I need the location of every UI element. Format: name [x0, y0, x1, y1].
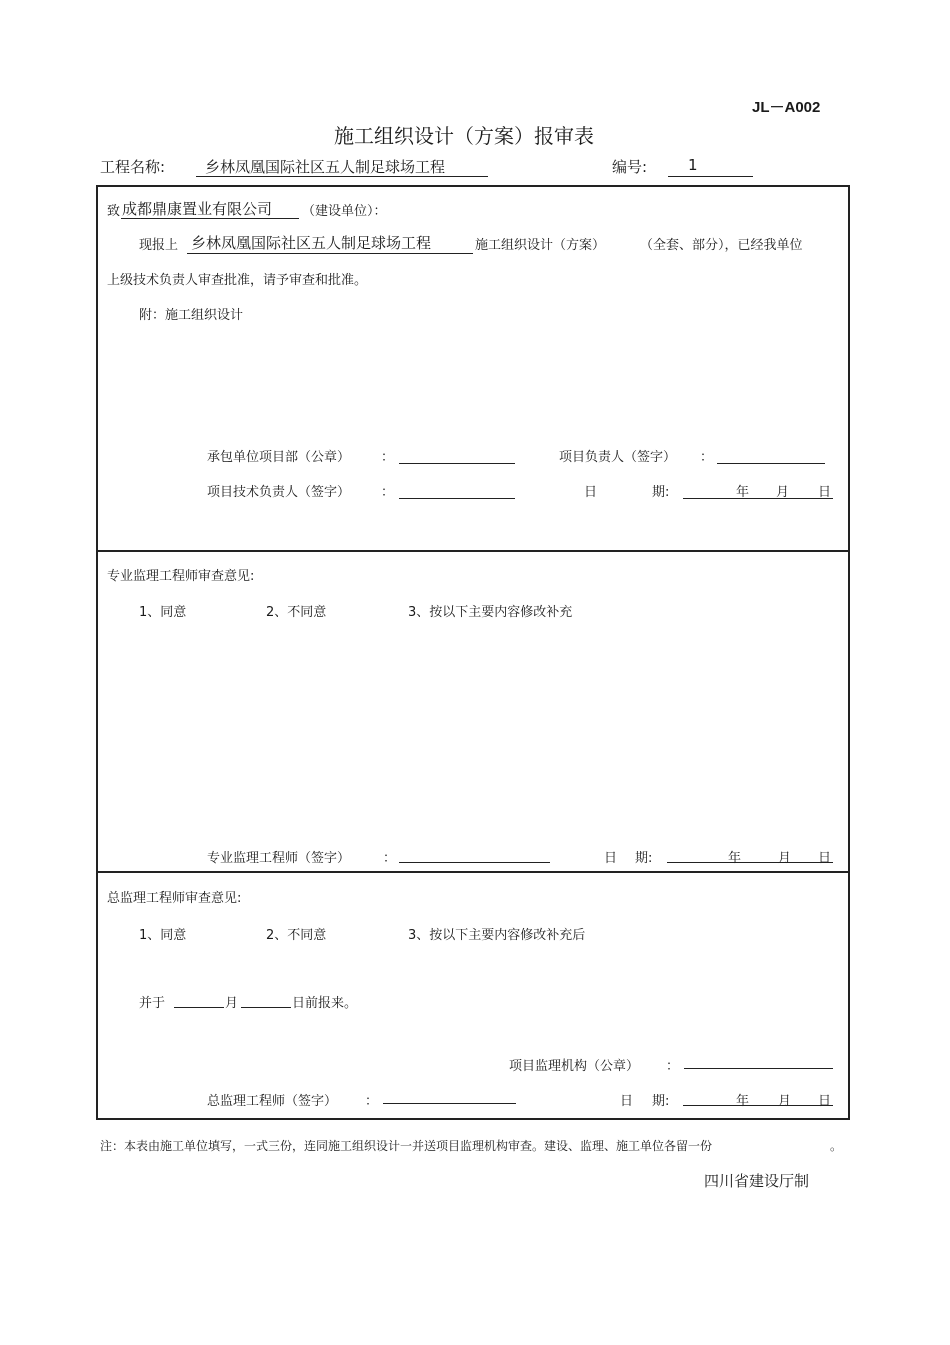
option-disagree: 2、不同意	[266, 928, 327, 943]
supervision-seal-line	[684, 1068, 833, 1069]
date-year: 年	[736, 1094, 750, 1109]
date-month: 月	[776, 485, 790, 500]
form-title: 施工组织设计（方案）报审表	[334, 124, 594, 148]
form-frame	[96, 185, 850, 1120]
submit-doc-type: 施工组织设计（方案）	[475, 238, 606, 253]
form-code: JL－A002	[752, 99, 821, 116]
deadline-day-line	[241, 1007, 291, 1008]
submit-line2: 上级技术负责人审查批准，请予审查和批准。	[107, 273, 368, 288]
deadline-suffix: 日前报来。	[292, 996, 358, 1011]
chief-review-heading: 总监理工程师审查意见:	[107, 891, 242, 906]
option-agree: 1、同意	[139, 605, 187, 620]
number-label: 编号:	[612, 158, 648, 176]
option-revise: 3、按以下主要内容修改补充	[408, 605, 573, 620]
submit-prefix: 现报上	[139, 238, 179, 253]
date-year: 年	[736, 485, 750, 500]
contractor-seal-label: 承包单位项目部（公章）	[207, 450, 351, 465]
colon: ：	[383, 851, 397, 866]
deadline-month: 月	[225, 996, 239, 1011]
to-prefix: 致	[107, 204, 121, 219]
issuer-label: 四川省建设厅制	[704, 1172, 810, 1190]
deadline-prefix: 并于	[139, 996, 166, 1011]
date-year: 年	[728, 851, 742, 866]
client-suffix: （建设单位）：	[302, 204, 387, 219]
date-month: 月	[778, 1094, 792, 1109]
option-agree: 1、同意	[139, 928, 187, 943]
submit-project: 乡林凤凰国际社区五人制足球场工程	[191, 234, 432, 252]
deadline-month-line	[174, 1007, 224, 1008]
colon: ：	[365, 1094, 379, 1109]
tech-lead-label: 项目技术负责人（签字）	[207, 485, 351, 500]
date-label-qi: 期:	[635, 851, 653, 866]
project-name-label: 工程名称:	[100, 158, 166, 176]
colon: ：	[700, 450, 714, 465]
contractor-seal-line	[399, 463, 515, 464]
option-disagree: 2、不同意	[266, 605, 327, 620]
submit-project-underline	[187, 253, 473, 254]
date-day: 日	[818, 485, 832, 500]
engineer-review-heading: 专业监理工程师审查意见:	[107, 569, 255, 584]
number-underline	[668, 176, 753, 177]
project-manager-line	[717, 463, 825, 464]
supervision-seal-label: 项目监理机构（公章）	[509, 1059, 640, 1074]
date-label-ri: 日	[620, 1094, 634, 1109]
colon: ：	[381, 485, 395, 500]
client-company-underline	[121, 218, 299, 219]
date-line	[683, 498, 833, 499]
date-label-ri: 日	[584, 485, 598, 500]
engineer-signature-label: 专业监理工程师（签字）	[207, 851, 351, 866]
option-revise: 3、按以下主要内容修改补充后	[408, 928, 586, 943]
date-line	[683, 1105, 833, 1106]
date-day: 日	[818, 1094, 832, 1109]
section-divider-1	[96, 550, 850, 552]
section-divider-2	[96, 871, 850, 873]
submit-options: （全套、部分），已经我单位	[640, 238, 803, 253]
date-label-qi: 期:	[652, 485, 670, 500]
colon: ：	[666, 1059, 680, 1074]
footer-note-period: 。	[830, 1139, 843, 1153]
project-manager-label: 项目负责人（签字）	[559, 450, 677, 465]
date-line	[667, 862, 833, 863]
footer-note: 注：本表由施工单位填写，一式三份，连同施工组织设计一并送项目监理机构审查。建设、监理、施工单位各留一份	[100, 1139, 713, 1153]
project-name-underline	[196, 176, 488, 177]
engineer-signature-line	[399, 862, 550, 863]
number-value: 1	[688, 156, 698, 174]
tech-lead-line	[399, 498, 515, 499]
attachment-note: 附：施工组织设计	[139, 308, 244, 323]
project-name-value: 乡林凤凰国际社区五人制足球场工程	[205, 158, 446, 176]
date-month: 月	[778, 851, 792, 866]
client-company: 成都鼎康置业有限公司	[122, 200, 273, 218]
date-label-ri: 日	[604, 851, 618, 866]
date-label-qi: 期:	[652, 1094, 670, 1109]
date-day: 日	[818, 851, 832, 866]
chief-signature-label: 总监理工程师（签字）	[207, 1094, 338, 1109]
colon: ：	[381, 450, 395, 465]
chief-signature-line	[383, 1103, 516, 1104]
